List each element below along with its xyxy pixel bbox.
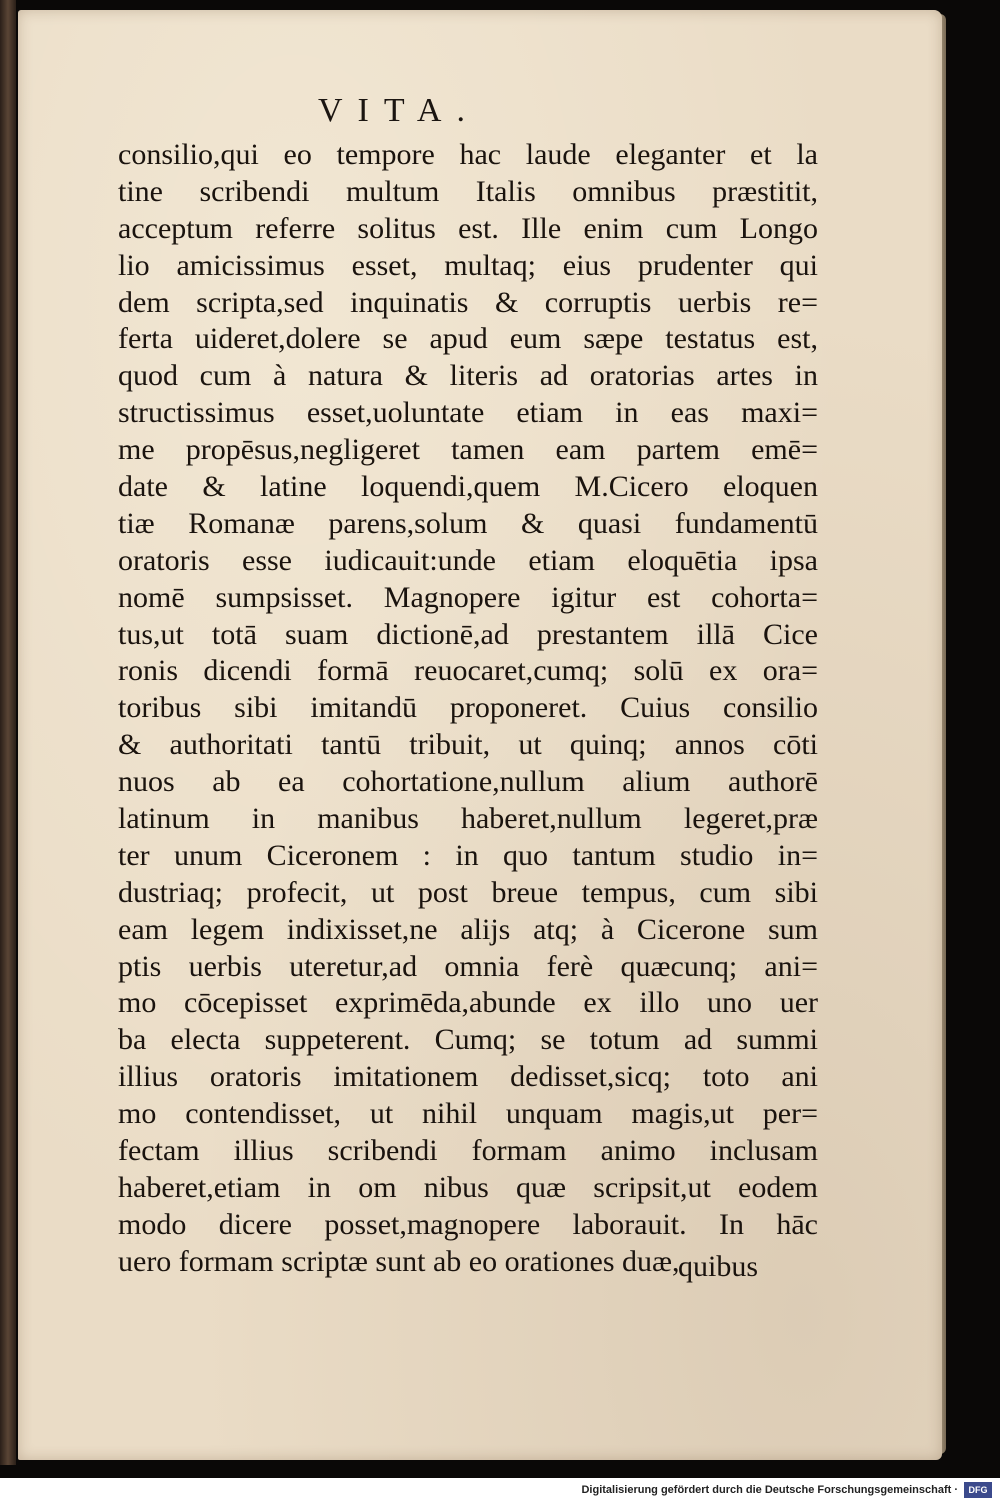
text-line: mo contendisset, ut nihil unquam magis,ut per= <box>118 1097 818 1131</box>
text-line: illius oratoris imitationem dedisset,sicq; toto ani <box>118 1060 818 1094</box>
text-line: mo cōcepisset exprimēda,abunde ex illo uno uer <box>118 986 818 1020</box>
book-page <box>18 10 942 1460</box>
text-line: & authoritati tantū tribuit, ut quinq; annos cōti <box>118 728 818 762</box>
text-line: tus,ut totā suam dictionē,ad prestantem illā Cice <box>118 617 818 651</box>
text-line: dustriaq; profecit, ut post breue tempus, cum sibi <box>118 875 818 909</box>
text-line: quod cum à natura & literis ad oratorias artes in <box>118 359 818 393</box>
dfg-logo: DFG <box>964 1482 992 1498</box>
text-line: ronis dicendi formā reuocaret,cumq; solū ex ora= <box>118 654 818 688</box>
catchword: quibus <box>678 1250 759 1283</box>
text-line: latinum in manibus haberet,nullum legeret,præ <box>118 802 818 836</box>
body-text <box>118 137 818 1281</box>
text-line: dem scripta,sed inquinatis & corruptis uerbis re= <box>118 285 818 319</box>
text-line: uero formam scriptæ sunt ab eo orationes duæ, <box>118 1244 680 1278</box>
digitization-footer <box>0 1478 1000 1505</box>
running-head: VITA. <box>318 92 480 129</box>
text-line: ba electa suppeterent. Cumq; se totum ad summi <box>118 1023 818 1057</box>
text-line: eam legem indixisset,ne alijs atq; à Cicerone sum <box>118 912 818 946</box>
text-line: date & latine loquendi,quem M.Cicero eloquen <box>118 470 818 504</box>
text-line: ferta uideret,dolere se apud eum sæpe testatus est, <box>118 322 818 356</box>
text-line: structissimus esset,uoluntate etiam in eas maxi= <box>118 396 818 430</box>
scan-left-edge <box>0 0 16 1465</box>
text-line: acceptum referre solitus est. Ille enim cum Longo <box>118 211 818 245</box>
text-line: nuos ab ea cohortatione,nullum alium authorē <box>118 765 818 799</box>
text-line: tiæ Romanæ parens,solum & quasi fundamentū <box>118 506 818 540</box>
text-line: me propēsus,negligeret tamen eam partem emē= <box>118 433 818 467</box>
funding-credit: Digitalisierung gefördert durch die Deutsche Forschungsgemeinschaft · <box>581 1484 958 1496</box>
text-line: haberet,etiam in om nibus quæ scripsit,ut eodem <box>118 1170 818 1204</box>
text-line: lio amicissimus esset, multaq; eius prudenter qui <box>118 248 818 282</box>
text-line: fectam illius scribendi formam animo inclusam <box>118 1134 818 1168</box>
text-line: toribus sibi imitandū proponeret. Cuius consilio <box>118 691 818 725</box>
text-line: oratoris esse iudicauit:unde etiam eloquētia ipsa <box>118 543 818 577</box>
text-line: tine scribendi multum Italis omnibus præstitit, <box>118 174 818 208</box>
text-line: modo dicere posset,magnopere laborauit. In hāc <box>118 1207 818 1241</box>
text-line: nomē sumpsisset. Magnopere igitur est cohorta= <box>118 580 818 614</box>
text-line: consilio,qui eo tempore hac laude eleganter et la <box>118 138 818 171</box>
text-line: ter unum Ciceronem : in quo tantum studio in= <box>118 838 818 872</box>
text-line: ptis uerbis uteretur,ad omnia ferè quæcunq; ani= <box>118 949 818 983</box>
